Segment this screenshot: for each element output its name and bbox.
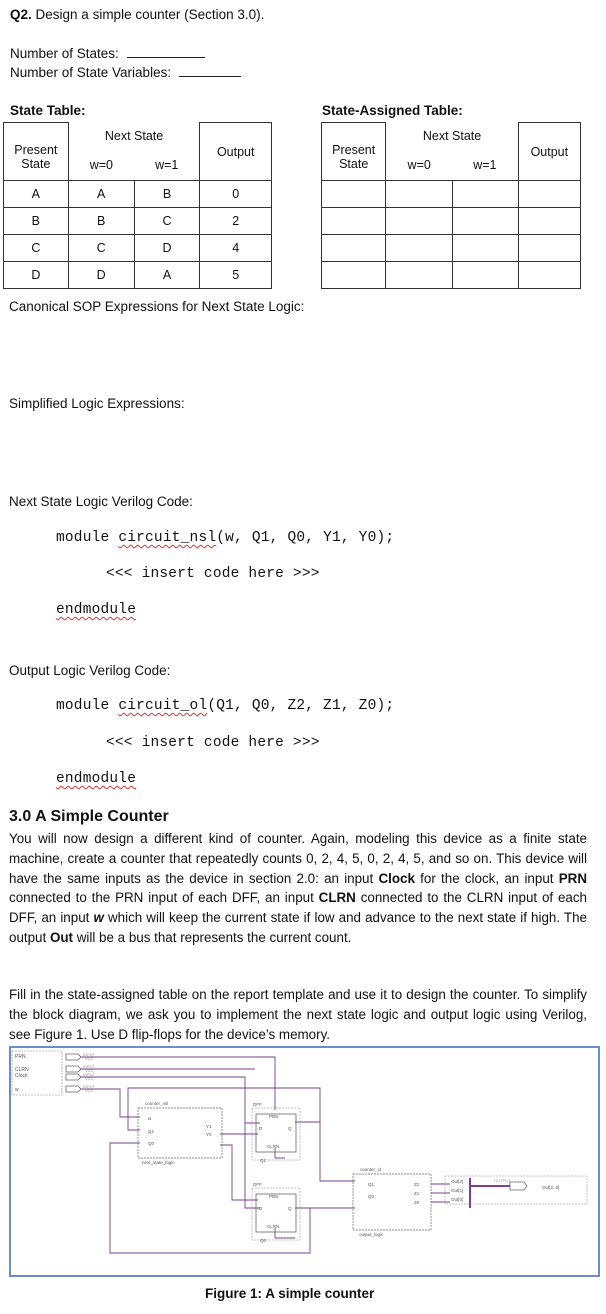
nsl-module-name: circuit_nsl — [118, 530, 217, 546]
assigned-table-title: State-Assigned Table: — [322, 103, 463, 118]
p1-text-f: will be a bus that represents the current count. — [73, 929, 352, 945]
nsl-instance-name: next_state_logic — [142, 1160, 175, 1165]
at-cell[interactable] — [518, 235, 580, 262]
dff-inst-q1: Q1 — [260, 1158, 267, 1163]
fig-in-clrn: CLRN — [15, 1067, 29, 1073]
block-diagram — [10, 1048, 598, 1275]
num-states-blank[interactable] — [127, 45, 205, 58]
input-pin-w — [66, 1086, 81, 1092]
table-row — [4, 208, 272, 235]
pin-tag: INPUT — [83, 1072, 95, 1077]
ol-module-name: circuit_ol — [118, 698, 208, 714]
nsl-module-keyword: module — [56, 530, 110, 546]
wire-q1-feedback — [128, 1088, 320, 1130]
p1-text-a: You will now design a different kind of counter. Again, modeling this device as a finite state machine, create a counter that repeatedly counts 0, 2, 4, 5, 0, 2, 4, 5, and so on. This device will have the same inputs as the device in section 2.0: an input — [9, 831, 587, 886]
dff-d-tag: D — [259, 1206, 263, 1211]
pin-tag: VCC — [85, 1056, 94, 1061]
pin-tag: VCC — [85, 1076, 94, 1081]
nsl-port-in: w — [148, 1116, 152, 1121]
input-pin-clock — [66, 1074, 81, 1080]
fig-in-w: w — [15, 1087, 19, 1093]
table-row — [4, 181, 272, 208]
figure-caption: Figure 1: A simple counter — [205, 1286, 375, 1301]
st-cell: B — [134, 181, 200, 208]
dff-tag: DFF — [253, 1182, 262, 1187]
ol-module-line — [56, 698, 394, 714]
wire-clrn-1 — [275, 1148, 285, 1158]
dff-inst-q0: Q0 — [260, 1238, 267, 1243]
nsl-code-label: Next State Logic Verilog Code: — [9, 494, 193, 509]
num-state-vars-label: Number of State Variables: — [10, 65, 172, 80]
bus-label: Out[0] — [451, 1197, 464, 1202]
dff-prn-tag: PRN — [269, 1194, 279, 1199]
st-header-next: Next State — [104, 129, 164, 143]
p1-clock: Clock — [378, 870, 415, 886]
st-cell: C — [68, 235, 134, 262]
fig-in-clock: Clock — [15, 1073, 28, 1079]
bus-label: Out[2] — [451, 1179, 464, 1184]
pin-tag: INPUT — [83, 1064, 95, 1069]
ol-port-in: Q0 — [368, 1194, 375, 1199]
p1-text-d: connected to the CLRN input of each DFF, an input — [9, 890, 587, 926]
nsl-module-args: (w, Q1, Q0, Y1, Y0); — [216, 530, 395, 546]
ol-port-in: Q1 — [368, 1182, 375, 1187]
st-cell: D — [134, 235, 200, 262]
table-row — [4, 262, 272, 289]
at-header-w1: w=1 — [473, 157, 497, 172]
question-number: Q2. — [10, 7, 32, 22]
at-cell[interactable] — [386, 208, 452, 235]
p1-prn: PRN — [558, 870, 587, 886]
nsl-port-out: Y0 — [206, 1132, 212, 1137]
num-states-label: Number of States: — [10, 46, 119, 61]
st-header-w0: w=0 — [89, 157, 114, 172]
st-cell: A — [68, 181, 134, 208]
st-cell: A — [4, 181, 69, 208]
table-row — [322, 262, 581, 289]
st-cell: B — [68, 208, 134, 235]
nsl-insert-placeholder: <<< insert code here >>> — [106, 566, 320, 582]
p1-w: w — [93, 910, 104, 926]
nsl-block-title: counter_nsl — [145, 1101, 169, 1106]
out-bus-label: Out[2..0] — [542, 1185, 560, 1190]
st-cell: A — [134, 262, 200, 289]
p1-text-b: for the clock, an input — [414, 870, 559, 886]
table-row — [322, 235, 581, 262]
dff-q-tag: Q — [288, 1206, 292, 1211]
at-cell[interactable] — [452, 235, 518, 262]
at-cell[interactable] — [386, 235, 452, 262]
dff-q-tag: Q — [288, 1126, 292, 1131]
wire-prn — [81, 1057, 275, 1110]
question-text: Design a simple counter (Section 3.0). — [35, 7, 265, 22]
dff-prn-tag: PRN — [269, 1114, 279, 1119]
table-row — [4, 235, 272, 262]
st-state-text: State — [21, 156, 51, 171]
p1-clrn: CLRN — [318, 890, 356, 906]
input-pin-clrn — [66, 1066, 81, 1072]
assigned-table — [321, 122, 581, 289]
dff-clrn-tag: CLRN — [267, 1144, 280, 1149]
st-cell: 2 — [200, 208, 272, 235]
num-state-vars-blank[interactable] — [179, 64, 241, 77]
at-cell[interactable] — [322, 235, 386, 262]
at-cell[interactable] — [322, 262, 386, 289]
ol-port-out: Z1 — [414, 1191, 420, 1196]
pin-tag: INPUT — [83, 1052, 95, 1057]
st-cell: D — [68, 262, 134, 289]
dff-d-tag: D — [259, 1126, 263, 1131]
st-cell: C — [4, 235, 69, 262]
wire-q1 — [295, 1122, 355, 1181]
ol-block — [353, 1174, 431, 1230]
ol-insert-placeholder: <<< insert code here >>> — [106, 735, 320, 751]
st-cell: 4 — [200, 235, 272, 262]
fig-in-prn: PRN — [15, 1054, 26, 1060]
st-header-output: Output — [200, 123, 272, 181]
at-cell[interactable] — [518, 262, 580, 289]
st-present-text: Present — [14, 142, 58, 157]
wire-clock-2 — [245, 1123, 260, 1208]
at-cell[interactable] — [386, 181, 452, 208]
nsl-endmodule: endmodule — [56, 602, 137, 618]
nsl-port-in: Q0 — [148, 1141, 155, 1146]
ol-port-out: Z0 — [414, 1200, 420, 1205]
at-cell[interactable] — [452, 181, 518, 208]
dff-tag: DFF — [253, 1102, 262, 1107]
ol-block-title: counter_ol — [360, 1167, 382, 1172]
ol-module-args: (Q1, Q0, Z2, Z1, Z0); — [207, 698, 395, 714]
st-header-w1: w=1 — [155, 157, 179, 172]
state-table-title: State Table: — [10, 103, 86, 118]
st-cell: C — [134, 208, 200, 235]
bus-label: Out[1] — [451, 1188, 464, 1193]
pin-tag: VCC — [85, 1088, 94, 1093]
pin-tag: VCC — [85, 1068, 94, 1073]
pin-tag: INPUT — [83, 1084, 95, 1089]
output-tag: OUTPUT — [494, 1178, 511, 1183]
output-pin — [510, 1182, 527, 1190]
at-state-text: State — [339, 156, 369, 171]
p1-text-c: connected to the PRN input of each DFF, an input — [9, 890, 319, 906]
num-states-row — [10, 45, 205, 61]
section-paragraph-1 — [9, 829, 587, 948]
p1-out: Out — [49, 929, 74, 945]
table-row — [322, 208, 581, 235]
wire-q0-feedback — [110, 1143, 310, 1253]
wire-y0 — [220, 1145, 258, 1200]
at-cell[interactable] — [452, 262, 518, 289]
ol-port-out: Z2 — [414, 1182, 420, 1187]
st-header-present — [4, 123, 69, 181]
p1-text-e: which will keep the current state if low and advance to the next state if high. The output — [9, 910, 587, 945]
st-cell: 5 — [200, 262, 272, 289]
at-header-present — [322, 123, 386, 181]
at-cell[interactable] — [322, 208, 386, 235]
at-cell[interactable] — [518, 181, 580, 208]
nsl-module-line — [56, 530, 394, 546]
wire-clrn-2 — [275, 1228, 295, 1238]
question-title — [10, 7, 264, 22]
state-table — [3, 122, 272, 289]
simplified-label: Simplified Logic Expressions: — [9, 396, 185, 411]
at-present-text: Present — [332, 142, 376, 157]
at-header-next: Next State — [422, 129, 482, 143]
st-cell: 0 — [200, 181, 272, 208]
table-row — [322, 181, 581, 208]
at-cell[interactable] — [322, 181, 386, 208]
nsl-port-out: Y1 — [206, 1124, 212, 1129]
wire-clock — [81, 1077, 260, 1123]
ol-instance-name: output_logic — [359, 1232, 384, 1237]
at-cell[interactable] — [518, 208, 580, 235]
at-cell[interactable] — [452, 208, 518, 235]
ol-module-keyword: module — [56, 698, 110, 714]
wire-w — [81, 1089, 140, 1117]
at-header-output: Output — [518, 123, 580, 181]
ol-code-label: Output Logic Verilog Code: — [9, 663, 171, 678]
canonical-label: Canonical SOP Expressions for Next State Logic: — [9, 299, 305, 314]
section-paragraph-2: Fill in the state-assigned table on the report template and use it to design the counter. To simplify the block diagram, we ask you to implement the next state logic and output logic using Verilog, see Figure 1. Use D flip-flops for the device’s memory. — [9, 987, 587, 1042]
nsl-port-in: Q1 — [148, 1129, 155, 1134]
st-cell: B — [4, 208, 69, 235]
section-heading: 3.0 A Simple Counter — [9, 808, 169, 825]
dff-clrn-tag: CLRN — [267, 1224, 280, 1229]
input-pin-prn — [66, 1054, 81, 1060]
at-header-w0: w=0 — [407, 157, 431, 172]
num-state-vars-row — [10, 64, 241, 80]
ol-endmodule: endmodule — [56, 771, 137, 787]
at-cell[interactable] — [386, 262, 452, 289]
st-cell: D — [4, 262, 69, 289]
